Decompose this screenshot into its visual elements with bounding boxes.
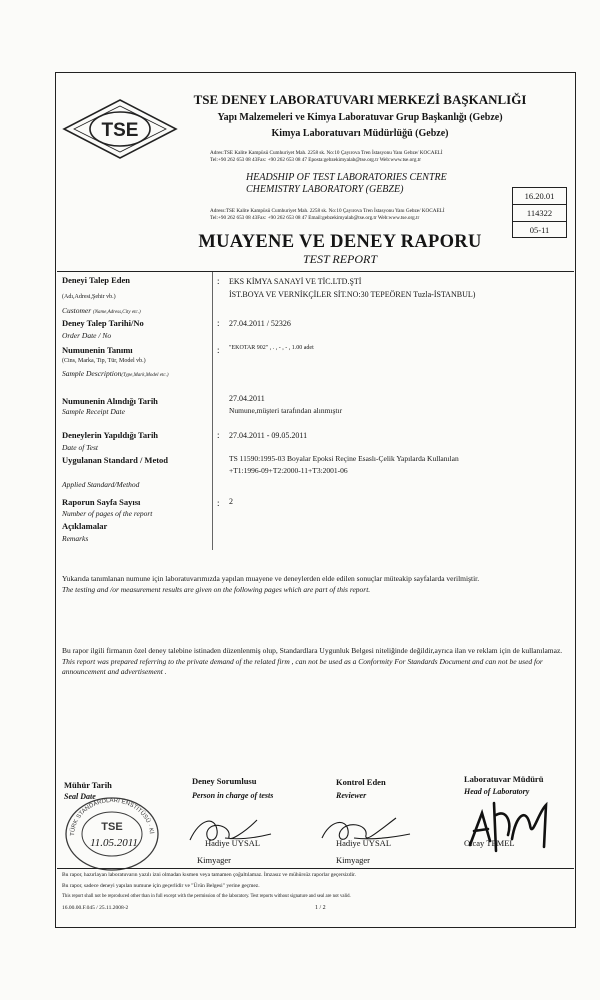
lab-title: TSE DENEY LABORATUVARI MERKEZİ BAŞKANLIĞI [193,92,527,107]
standard-value-line2: +T1:1996-09+T2:2000-11+T3:2001-06 [229,466,348,475]
receipt-label: Numunenin Alındığı Tarih [62,396,158,406]
code-3: 05-11 [529,225,550,235]
form-code: 16.00.00.F.045 / 25.11.2008-2 [62,905,129,911]
disclaimer-paragraph-en: This report was prepared referring to the private demand of the related firm , can not be used as a Conformity For Standards Document and can not be used for announcement and advertisement . [62,656,543,676]
address-en-line2: Tel:+90 262 653 08 43Fax: +90 262 653 08 47 Email:gebzekimyalab@tse.org.tr Web:www.tse.org.tr [210,215,420,221]
seal-date-label: Mühür Tarih [64,780,112,790]
head-of-lab-en: Head of Laboratory [464,787,530,796]
remarks-en: Remarks [62,534,89,543]
test-date-value: 27.04.2011 - 09.05.2011 [229,431,308,440]
hq-en-line1: HEADSHIP OF TEST LABORATORIES CENTRE [246,172,447,183]
seal-date: 11.05.2011 [90,837,138,849]
standard-label: Uygulanan Standard / Metod [62,455,169,465]
customer-sub: (Adı,Adresi,Şehir vb.) [62,294,116,300]
tse-logo [62,98,178,160]
pages-en: Number of pages of the report [62,509,153,518]
pages-value: 2 [229,497,233,506]
test-date-label: Deneylerin Yapıldığı Tarih [62,430,159,440]
customer-en: Customer (Name,Adress,City etc.) [62,306,141,315]
sample-label: Numunenin Tanımı [62,345,133,355]
customer-value-line1: EKS KİMYA SANAYİ VE TİC.LTD.ŞTİ [229,277,362,286]
hq-en [246,172,447,196]
customer-label: Deneyi Talep Eden [62,275,131,285]
person-in-charge-name: Hadiye UYSAL [205,838,261,848]
pages-label: Raporun Sayfa Sayısı [62,497,141,507]
sample-value: "EKOTAR 902" , . , - , - , 1.00 adet [229,345,314,351]
colon: : [217,318,220,328]
report-title: MUAYENE VE DENEY RAPORU [198,232,482,252]
person-in-charge-en: Person in charge of tests [192,791,274,800]
footer-line3: This report shall not be reproduced other than in full except with the permission of the laboratory. Test reports without signature and seal are not valid. [62,894,351,899]
reviewer-en: Reviewer [336,791,367,800]
page-number: 1 / 2 [315,905,326,911]
order-label: Deney Talep Tarihi/No [62,318,144,328]
lab-subtitle-directorate: Kimya Laboratuvarı Müdürlüğü (Gebze) [271,128,449,139]
field-divider [212,272,213,550]
test-date-en: Date of Test [62,443,98,452]
address-tr-line1: Adres:TSE Kalite Kampüsü Cumhuriyet Mah. 2258 sk. No:10 Çayırova Tren İstasyonu Yanı Gebze/ KOCAELİ [210,150,443,156]
receipt-en: Sample Receipt Date [62,407,125,416]
results-paragraph [62,574,567,595]
disclaimer-paragraph [62,646,567,678]
customer-value-line2: İST.BOYA VE VERNİKÇİLER SİT.NO:30 TEPEÖREN Tuzla-İSTANBUL) [229,290,476,299]
lab-subtitle-group: Yapı Malzemeleri ve Kimya Laboratuvar Grup Başkanlığı (Gebze) [217,112,503,123]
hq-en-line2: CHEMISTRY LABORATORY (GEBZE) [246,184,404,195]
receipt-value-line2: Numune,müşteri tarafından alınmıştır [229,406,343,415]
reviewer-name: Hadiye UYSAL [336,838,392,848]
code-1: 16.20.01 [513,188,566,205]
colon: : [217,345,220,355]
head-of-lab-name: Olcay TEMEL [464,838,515,848]
seal-date-en: Seal Date [64,792,96,801]
standard-value-line1: TS 11590:1995-03 Boyalar Epoksi Reçine Esaslı-Çelik Yapılarda Kullanılan [229,454,459,463]
reviewer-label: Kontrol Eden [336,777,386,787]
address-tr-line2: Tel:+90 262 653 08 43Fax: +90 262 653 08 47 Eposta:gebzekimyalab@tse.org.tr Web:www.tse.org.tr [210,157,421,163]
seal-center-text: TSE [101,821,123,833]
order-en: Order Date / No [62,331,112,340]
address-en-line1: Adress:TSE Kalite Kampüsü Cumhuriyet Mah. 2258 sk. No:10 Çayırova Tren İstasyonu Yanı Gebze/ KOCAELİ [210,208,445,214]
order-value: 27.04.2011 / 52326 [229,319,291,328]
footer-line2: Bu rapor, sadece deneyi yapılan numune için geçerlidir ve "Ürün Belgesi" yerine geçmez. [62,883,260,889]
code-2: 114322 [513,205,566,222]
standard-en: Applied Standard/Method [62,480,140,489]
colon: : [217,498,220,508]
head-of-lab-label: Laboratuvar Müdürü [464,774,544,784]
remarks-label: Açıklamalar [62,521,108,531]
reviewer-role: Kimyager [336,855,370,865]
results-paragraph-en: The testing and /or measurement results are given on the following pages which are part of this report. [62,584,371,594]
disclaimer-paragraph-tr: Bu rapor ilgili firmanın özel deney talebine istinaden düzenlenmiş olup, Standardlara Uygunluk Belgesi niteliğinde değildir,ayrıca ilan ve reklam için de kullanılamaz. [62,646,563,655]
logo-text: TSE [101,120,139,141]
footer-line1: Bu rapor, hazırlayan laboratuvarın yazılı izni olmadan kısmen veya tamamen çoğaltılamaz. İmzasız ve mühürsüz raporlar geçersizdir. [62,872,356,878]
colon: : [217,276,220,286]
results-paragraph-tr: Yukarıda tanımlanan numune için laboratuvarımızda yapılan muayene ve deneylerden elde edilen sonuçlar müteakip sayfalarda verilmiştir. [62,574,480,583]
report-code-box [512,187,567,238]
top-divider [57,271,574,272]
seal-ring-text: TÜRK STANDARDLARI ENSTİTÜSÜ · KİMYA LABORATUVARI · [53,786,154,837]
person-in-charge-role: Kimyager [197,855,231,865]
report-title-en: TEST REPORT [302,252,378,266]
person-in-charge-label: Deney Sorumlusu [192,776,257,786]
footer-divider [57,868,574,869]
receipt-value-line1: 27.04.2011 [229,394,265,403]
lab-seal-stamp [53,786,168,872]
colon: : [217,430,220,440]
sample-en: Sample Description(Type,Mark,Model etc.) [62,369,169,378]
sample-sub: (Cins, Marka, Tip, Tür, Model vb.) [62,358,146,364]
